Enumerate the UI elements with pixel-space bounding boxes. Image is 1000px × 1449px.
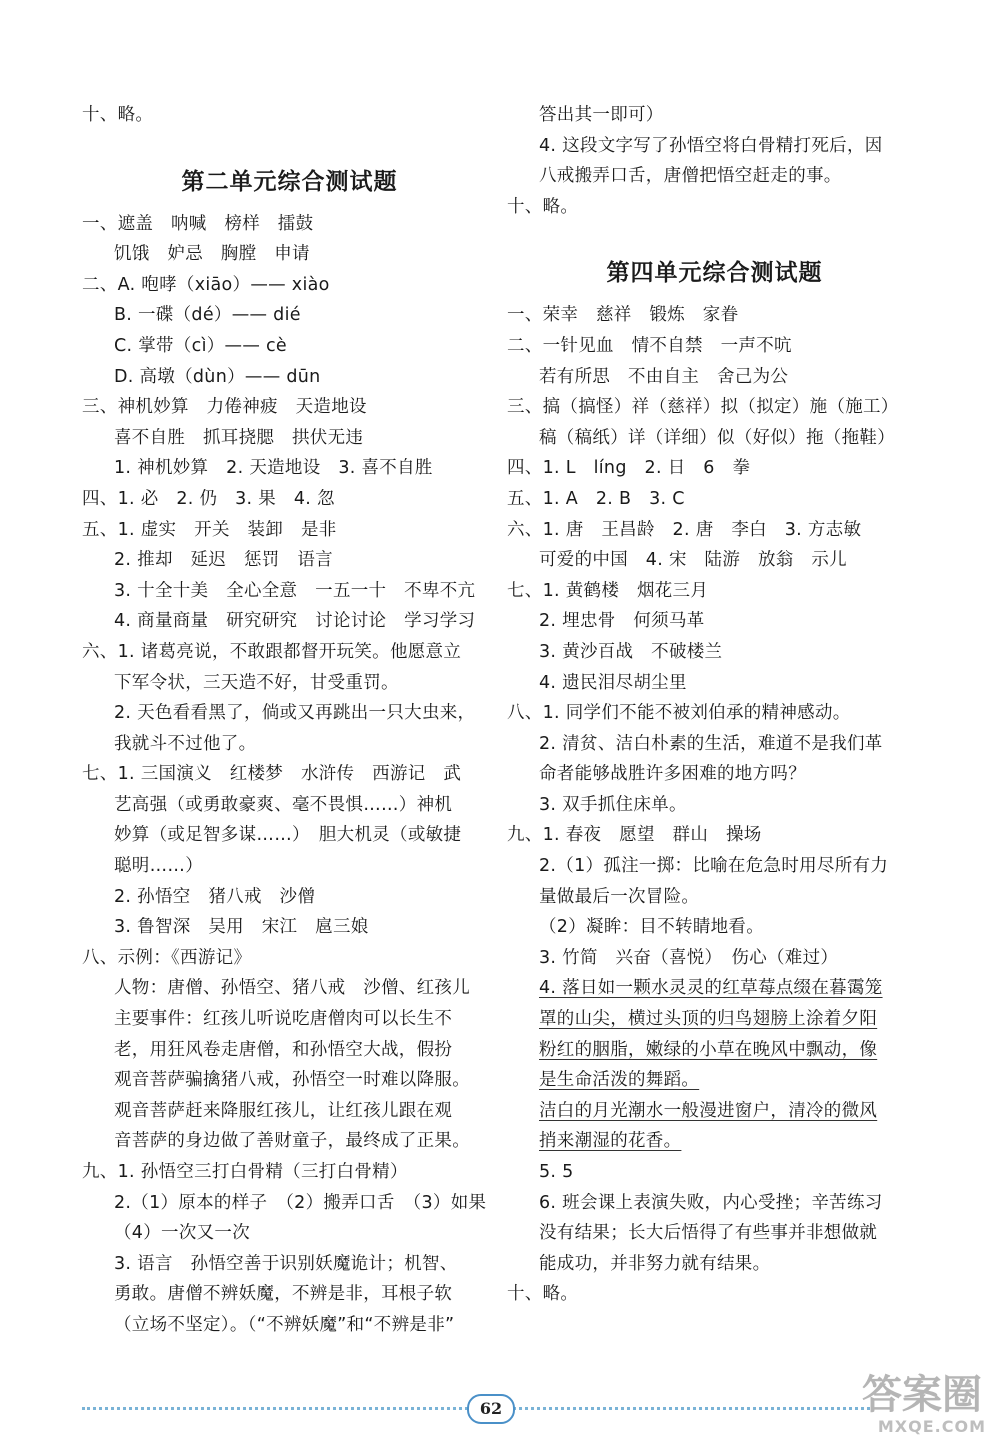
answer-line: 七、1. 三国演义 红楼梦 水浒传 西游记 武 xyxy=(82,764,462,785)
answer-line: 六、1. 唐 王昌龄 2. 唐 李白 3. 方志敏 xyxy=(507,519,862,540)
underlined-text: 罩的山尖，横过头顶的归鸟翅膀上涂着夕阳 xyxy=(539,1009,878,1030)
underlined-answer-line xyxy=(507,1004,922,1035)
answer-line: 六、1. 诸葛亮说，不敢跟都督开玩笑。他愿意立 xyxy=(82,641,462,662)
section-spacer xyxy=(507,222,922,246)
underlined-text: 捎来潮湿的花香。 xyxy=(539,1131,682,1152)
answer-line: 妙算（或足智多谋……） 胆大机灵（或敏捷 xyxy=(114,825,462,846)
answer-line: 3. 竹简 兴奋（喜悦） 伤心（难过） xyxy=(539,947,839,968)
answer-line: 五、1. A 2. B 3. C xyxy=(507,488,685,509)
answer-line: 没有结果；长大后悟得了有些事并非想做就 xyxy=(539,1223,878,1244)
underlined-answer-line xyxy=(507,1126,922,1157)
answer-line: 能成功，并非努力就有结果。 xyxy=(539,1253,771,1274)
answer-line: 2. 清贫、洁白朴素的生活，难道不是我们革 xyxy=(539,733,883,754)
answer-line: 若有所思 不由自主 舍己为公 xyxy=(539,366,789,387)
answer-line: 老，用狂风卷走唐僧，和孙悟空大战，假扮 xyxy=(114,1039,453,1060)
answer-line: 一、荣幸 慈祥 锻炼 家眷 xyxy=(507,305,739,326)
answer-line: 2. 推却 延迟 惩罚 语言 xyxy=(114,550,333,571)
answer-line: 喜不自胜 抓耳挠腮 拱伏无违 xyxy=(114,427,364,448)
answer-line: 我就斗不过他了。 xyxy=(114,733,257,754)
answer-line: 艺高强（或勇敢豪爽、毫不畏惧……）神机 xyxy=(114,794,453,815)
answer-line: （立场不坚定）。（“不辨妖魔”和“不辨是非” xyxy=(114,1314,455,1335)
underlined-text: 4. 落日如一颗水灵灵的红草莓点缀在暮霭笼 xyxy=(539,978,883,999)
answer-line: （4）一次又一次 xyxy=(114,1223,251,1244)
watermark-domain: MXQE.COM xyxy=(877,1417,986,1436)
section-title: 第二单元综合测试题 xyxy=(181,167,398,195)
answer-line: 2.（1）孤注一掷：比喻在危急时用尽所有力 xyxy=(539,856,889,877)
answer-line: 观音菩萨骗擒猪八戒，孙悟空一时难以降服。 xyxy=(114,1070,470,1091)
right-column xyxy=(507,100,922,1310)
underlined-answer-line xyxy=(507,1065,922,1096)
answer-line: 下军令状，三天造不好，甘受重罚。 xyxy=(114,672,399,693)
answer-line: 人物：唐僧、孙悟空、猪八戒 沙僧、红孩儿 xyxy=(114,978,470,999)
answer-line: C. 掌带（cì）—— cè xyxy=(114,335,287,356)
answer-line: 饥饿 妒忌 胸膛 申请 xyxy=(114,244,310,265)
section-spacer xyxy=(82,131,497,155)
answer-line: 稿（稿纸）详（详细）似（好似）拖（拖鞋） xyxy=(539,427,895,448)
answer-line: 3. 黄沙百战 不破楼兰 xyxy=(539,641,723,662)
answer-line: 十、略。 xyxy=(82,105,154,125)
answer-line: 4. 这段文字写了孙悟空将白骨精打死后，因 xyxy=(539,135,883,156)
site-watermark xyxy=(862,1373,992,1443)
answer-line: 勇敢。唐僧不辨妖魔，不辨是非，耳根子软 xyxy=(114,1284,453,1305)
answer-line: 可爱的中国 4. 宋 陆游 放翁 示儿 xyxy=(539,550,847,571)
answer-line: 三、搞（搞怪）祥（慈祥）拟（拟定）施（施工） xyxy=(507,397,899,418)
underlined-text: 粉红的胭脂，嫩绿的小草在晚风中飘动，像 xyxy=(539,1039,878,1060)
underlined-answer-line xyxy=(507,1096,922,1127)
answer-line: 主要事件：红孩儿听说吃唐僧肉可以长生不 xyxy=(114,1009,453,1030)
answer-line: 答出其一即可） xyxy=(539,105,664,125)
answer-line: 3. 鲁智深 吴用 宋江 扈三娘 xyxy=(114,917,369,938)
underlined-answer-line xyxy=(507,973,922,1004)
answer-line: 3. 双手抓住床单。 xyxy=(539,794,687,815)
answer-line: 十、略。 xyxy=(507,1284,579,1305)
answer-line: B. 一碟（dé）—— dié xyxy=(114,305,301,326)
answer-line: D. 高墩（dùn）—— dūn xyxy=(114,366,321,387)
answer-line: 九、1. 孙悟空三打白骨精（三打白骨精） xyxy=(82,1162,408,1182)
answer-line: 七、1. 黄鹤楼 烟花三月 xyxy=(507,580,709,601)
answer-line: 量做最后一次冒险。 xyxy=(539,886,700,907)
left-column xyxy=(82,100,497,1341)
answer-line: 5. 5 xyxy=(539,1162,574,1182)
answer-line: 命者能够战胜许多困难的地方吗？ xyxy=(539,764,806,785)
answer-line: 6. 班会课上表演失败，内心受挫；辛苦练习 xyxy=(539,1192,883,1213)
answer-line: 3. 十全十美 全心全意 一五一十 不卑不亢 xyxy=(114,580,476,601)
answer-line: 2. 孙悟空 猪八戒 沙僧 xyxy=(114,886,316,907)
answer-line: 一、遮盖 呐喊 榜样 擂鼓 xyxy=(82,213,314,234)
answer-line: 4. 商量商量 研究研究 讨论讨论 学习学习 xyxy=(114,611,476,632)
answer-line: 八、1. 同学们不能不被刘伯承的精神感动。 xyxy=(507,703,851,724)
answer-line: （2）凝眸：目不转睛地看。 xyxy=(539,917,765,938)
underlined-text: 洁白的月光潮水一般漫进窗户，清冷的微风 xyxy=(539,1100,878,1121)
answer-line: 八、示例：《西游记》 xyxy=(82,947,252,968)
page-footer xyxy=(82,1394,870,1422)
answer-line: 二、一针见血 情不自禁 一声不吭 xyxy=(507,335,792,356)
answer-line: 四、1. 必 2. 仍 3. 果 4. 忽 xyxy=(82,488,335,509)
answer-line: 4. 遗民泪尽胡尘里 xyxy=(539,672,687,693)
watermark-logo-text: 答案圈 xyxy=(862,1372,982,1418)
underlined-answer-line xyxy=(507,1035,922,1066)
answer-line: 十、略。 xyxy=(507,196,579,217)
answer-line: 八戒搬弄口舌，唐僧把悟空赶走的事。 xyxy=(539,166,842,187)
answer-line: 五、1. 虚实 开关 装卸 是非 xyxy=(82,519,337,540)
answer-line: 音菩萨的身边做了善财童子，最终成了正果。 xyxy=(114,1131,470,1152)
answer-line: 1. 神机妙算 2. 天造地设 3. 喜不自胜 xyxy=(114,458,433,479)
answer-line: 四、1. L líng 2. 日 6 拳 xyxy=(507,458,751,479)
answer-line: 九、1. 春夜 愿望 群山 操场 xyxy=(507,825,762,846)
answer-line: 2. 埋忠骨 何须马革 xyxy=(539,611,705,632)
answer-line: 观音菩萨赶来降服红孩儿，让红孩儿跟在观 xyxy=(114,1100,453,1121)
page-number: 62 xyxy=(467,1394,515,1424)
underlined-text: 是生命活泼的舞蹈。 xyxy=(539,1070,700,1091)
answer-line: 三、神机妙算 力倦神疲 天造地设 xyxy=(82,397,367,418)
section-title: 第四单元综合测试题 xyxy=(606,259,823,287)
answer-line: 二、A. 咆哮（xiāo）—— xiào xyxy=(82,274,330,295)
answer-line: 3. 语言 孙悟空善于识别妖魔诡计；机智、 xyxy=(114,1253,458,1274)
answer-line: 2.（1）原本的样子 （2）搬弄口舌 （3）如果 xyxy=(114,1192,487,1213)
answer-line: 2. 天色看看黑了，倘或又再跳出一只大虫来， xyxy=(114,703,476,724)
answer-line: 聪明……） xyxy=(114,856,203,877)
